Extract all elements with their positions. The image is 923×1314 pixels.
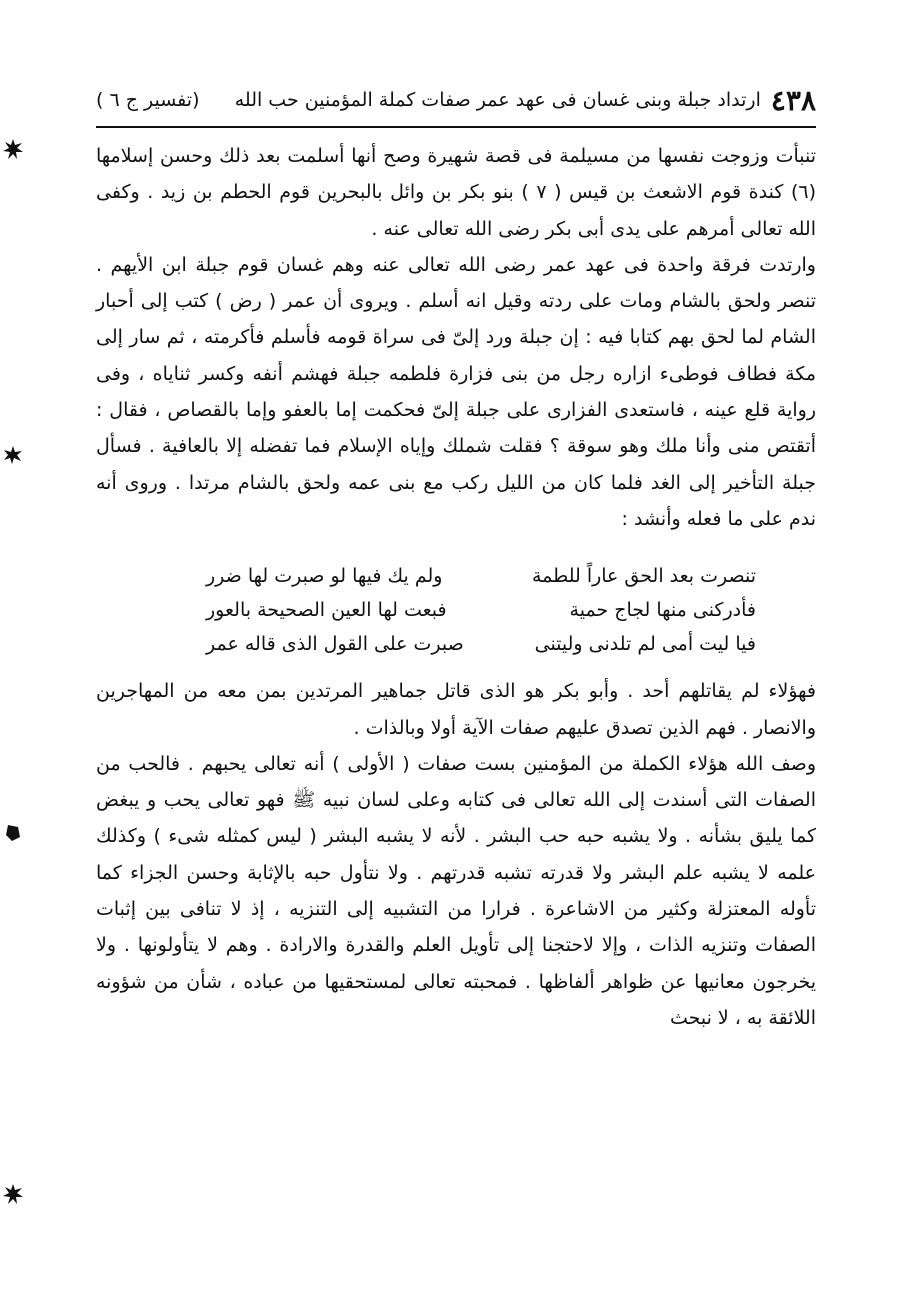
ink-blot-icon xyxy=(2,444,24,466)
verse-second-hemistich: فبعت لها العين الصحيحة بالعور xyxy=(206,599,447,622)
body-text xyxy=(96,138,816,1036)
paragraph: تنبأت وزوجت نفسها من مسيلمة فى قصة شهيرة وصح أنها أسلمت بعد ذلك وحسن إسلامها (٦) كندة قوم الاشعث بن قيس ( ٧ ) بنو بكر بن وائل بالبحرين قوم الحطم بن زيد . وكفى الله تعالى أمرهم على يدى أبى بكر رضى الله تعالى عنه . xyxy=(96,145,816,240)
document-page xyxy=(96,78,816,1036)
verse-second-hemistich: ولم يك فيها لو صبرت لها ضرر xyxy=(206,565,443,588)
ink-blot-icon xyxy=(2,138,24,160)
page-number: ٤٣٨ xyxy=(770,83,816,117)
verse-first-hemistich: فأدركنى منها لجاج حمية xyxy=(569,599,756,622)
verse-second-hemistich: صبرت على القول الذى قاله عمر xyxy=(206,633,464,656)
running-source: (تفسير ج ٦ ) xyxy=(96,89,200,111)
paragraph: وارتدت فرقة واحدة فى عهد عمر رضى الله تعالى عنه وهم غسان قوم جبلة ابن الأيهم . تنصر ولحق بالشام ومات على ردته وقيل انه أسلم . ويروى أن عمر ( رض ) كتب إلى أحبار الشام لما لحق بهم كتابا فيه : إن جبلة ورد إلىّ فى سراة قومه فأسلم فأكرمته ، ثم سار إلى مكة فطاف فوطىء ازاره رجل من بنى فزارة فلطمه جبلة فهشم أنفه وكسر ثناياه ، وفى رواية قلع عينه ، فاستعدى الفزارى على جبلة إلىّ فحكمت إما بالعفو وإما بالقصاص ، فقال : أتقتص منى وأنا ملك وهو سوقة ؟ فقلت شملك وإياه الإسلام فما تفضله إلا بالعافية . فسأل جبلة التأخير إلى الغد فلما كان من الليل ركب مع بنى عمه ولحق بالشام مرتدا . وروى أنه ندم على ما فعله وأنشد : xyxy=(96,253,816,530)
paragraph: وصف الله هؤلاء الكملة من المؤمنين بست صفات ( الأولى ) أنه تعالى يحبهم . فالحب من الصفات التى أسندت إلى الله تعالى فى كتابه وعلى لسان نبيه ﷺ فهو تعالى يحب و يبغض كما يليق بشأنه . ولا يشبه حبه حب البشر . لأنه لا يشبه البشر ( ليس كمثله شىء ) وكذلك علمه لا يشبه علم البشر ولا قدرته تشبه قدرتهم . ولا نتأول حبه بالإثابة وحسن الجزاء كما تأوله المعتزلة وكثير من الاشاعرة . فرارا من التشبيه إلى التنزيه ، إذ لا تنافى بين إثبات الصفات وتنزيه الذات ، وإلا لاحتجنا إلى تأويل العلم والقدرة والارادة . وهم لا يتأولونها . ولا يخرجون معانيها عن ظواهر ألفاظها . فمحبته تعالى لمستحقيها من عباده ، شأن من شؤونه اللائقة به ، لا نبحث xyxy=(96,752,816,1029)
running-title: ارتداد جبلة وبنى غسان فى عهد عمر صفات كملة المؤمنين حب الله xyxy=(234,89,761,111)
verse-first-hemistich: فيا ليت أمى لم تلدنى وليتنى xyxy=(534,633,756,656)
verse-first-hemistich: تنصرت بعد الحق عاراً للطمة xyxy=(531,565,756,588)
poem-verse xyxy=(96,559,816,593)
poem xyxy=(96,559,816,661)
ink-blot-icon xyxy=(2,822,24,844)
ink-blot-icon xyxy=(2,1183,24,1205)
poem-verse xyxy=(96,627,816,661)
poem-verse xyxy=(96,593,816,627)
running-header xyxy=(96,78,816,122)
paragraph: فهؤلاء لم يقاتلهم أحد . وأبو بكر هو الذى قاتل جماهير المرتدين بمن معه من المهاجرين والانصار . فهم الذين تصدق عليهم صفات الآية أولا وبالذات . xyxy=(96,680,816,739)
header-rule xyxy=(96,126,816,128)
